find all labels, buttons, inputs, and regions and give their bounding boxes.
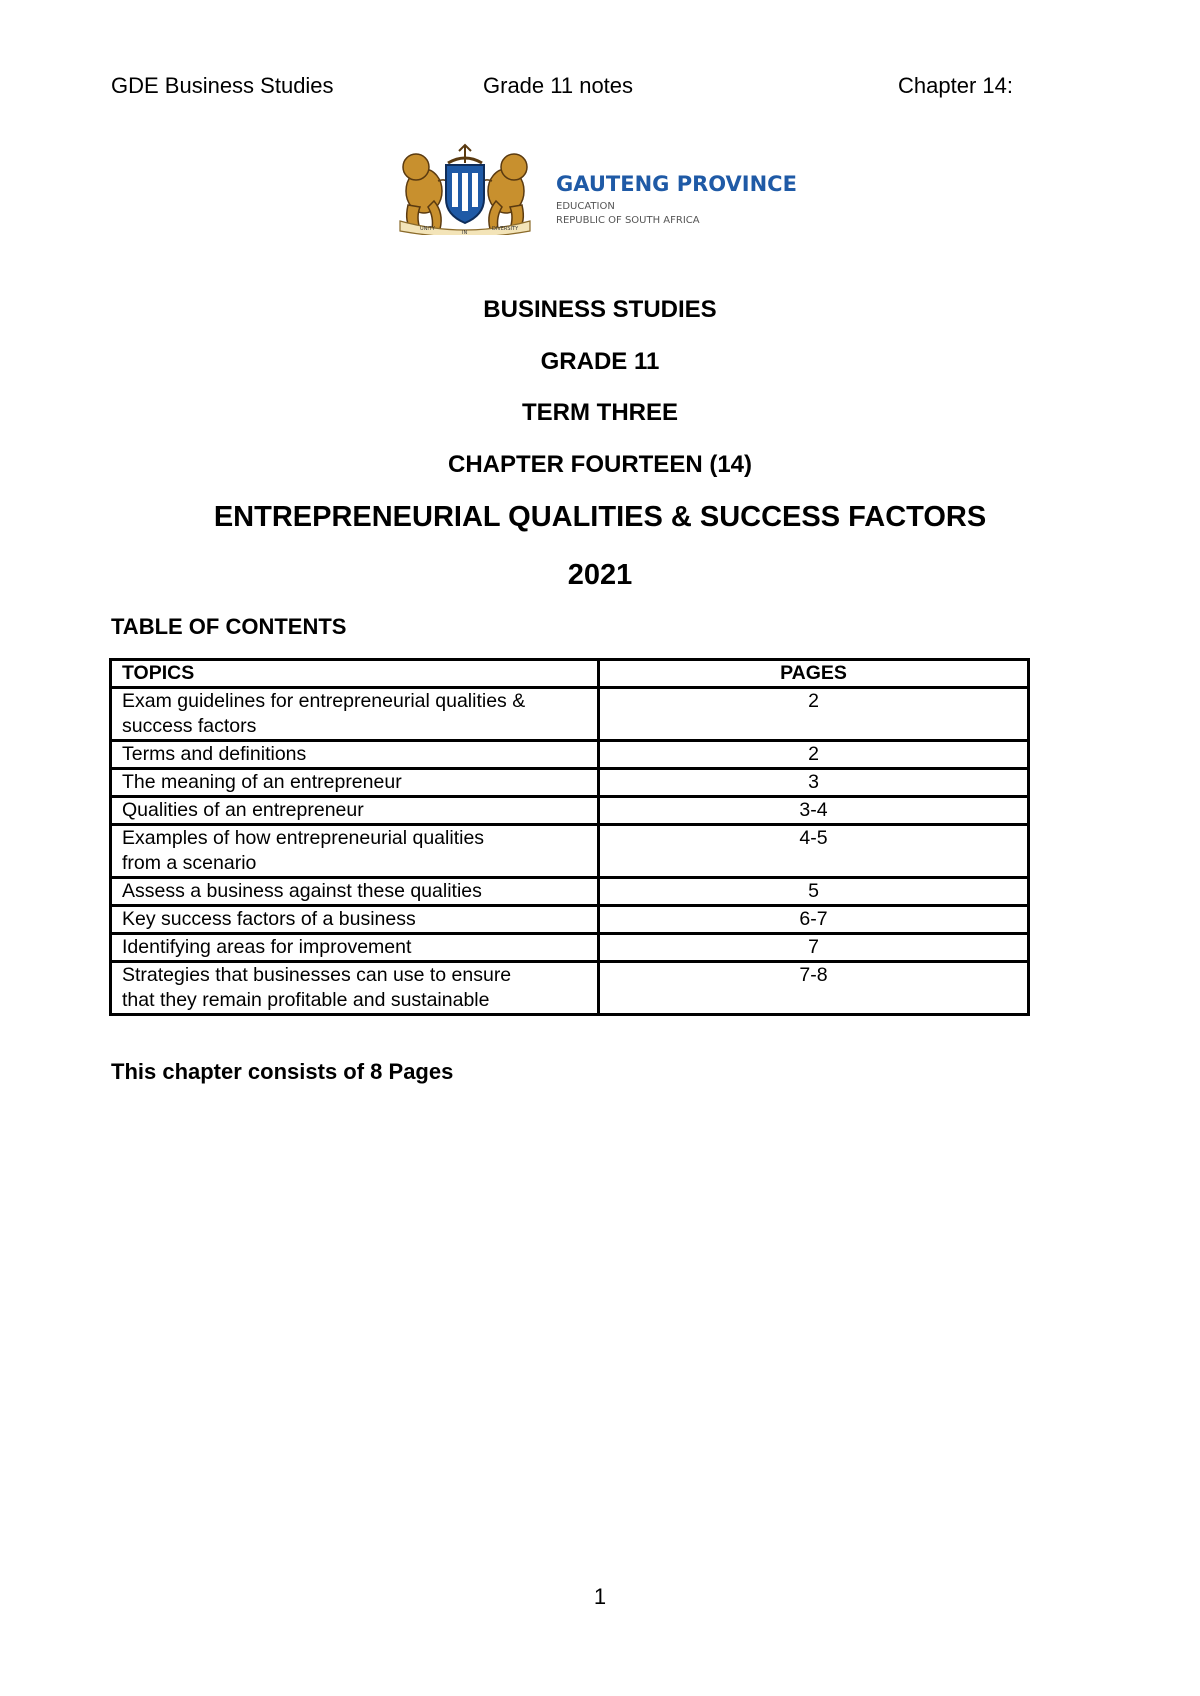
topic-cell: Terms and definitions <box>111 741 599 769</box>
chapter-title: CHAPTER FOURTEEN (14) <box>447 451 753 478</box>
pages-cell: 7 <box>599 934 1029 962</box>
table-row <box>111 688 1029 741</box>
logo-wordmark: GAUTENG PROVINCE <box>556 172 797 196</box>
chapter-heading: ENTREPRENEURIAL QUALITIES & SUCCESS FACTORS <box>213 501 987 533</box>
col-topics-header: TOPICS <box>111 660 599 688</box>
table-row <box>111 797 1029 825</box>
pages-cell: 6-7 <box>599 906 1029 934</box>
table-row <box>111 769 1029 797</box>
table-row <box>111 906 1029 934</box>
pages-cell: 2 <box>599 688 1029 741</box>
pages-cell: 3-4 <box>599 797 1029 825</box>
pages-cell: 7-8 <box>599 962 1029 1015</box>
table-header-row <box>111 660 1029 688</box>
pages-cell: 2 <box>599 741 1029 769</box>
topic-cell: Examples of how entrepreneurial qualities from a scenario <box>111 825 599 878</box>
header-left: GDE Business Studies <box>111 73 334 98</box>
toc-table <box>109 658 1030 1016</box>
logo-country: REPUBLIC OF SOUTH AFRICA <box>556 215 700 226</box>
grade-title: GRADE 11 <box>540 348 660 375</box>
topic-cell: Key success factors of a business <box>111 906 599 934</box>
page-number: 1 <box>593 1584 607 1609</box>
table-row <box>111 878 1029 906</box>
topic-cell: Strategies that businesses can use to ensure that they remain profitable and sustainable <box>111 962 599 1015</box>
term-title: TERM THREE <box>522 399 678 426</box>
table-row <box>111 741 1029 769</box>
topic-cell: Exam guidelines for entrepreneurial qualities & success factors <box>111 688 599 741</box>
pages-cell: 5 <box>599 878 1029 906</box>
topic-cell: Identifying areas for improvement <box>111 934 599 962</box>
coat-of-arms-icon <box>386 143 824 235</box>
table-row <box>111 962 1029 1015</box>
subject-title: BUSINESS STUDIES <box>483 296 717 323</box>
table-row <box>111 934 1029 962</box>
toc-heading: TABLE OF CONTENTS <box>111 614 347 639</box>
header-middle: Grade 11 notes <box>483 73 634 98</box>
gauteng-education-logo <box>386 143 824 235</box>
topic-cell: The meaning of an entrepreneur <box>111 769 599 797</box>
svg-text:UNITY: UNITY <box>420 226 435 232</box>
svg-text:DIVERSITY: DIVERSITY <box>492 226 519 232</box>
logo-education: EDUCATION <box>556 201 615 212</box>
topic-cell: Qualities of an entrepreneur <box>111 797 599 825</box>
header-right: Chapter 14: <box>898 73 1013 98</box>
table-row <box>111 825 1029 878</box>
col-pages-header: PAGES <box>599 660 1029 688</box>
svg-text:IN: IN <box>462 230 468 235</box>
year-title: 2021 <box>567 559 633 591</box>
pages-cell: 3 <box>599 769 1029 797</box>
pages-cell: 4-5 <box>599 825 1029 878</box>
topic-cell: Assess a business against these qualities <box>111 878 599 906</box>
page-count-note: This chapter consists of 8 Pages <box>111 1059 454 1084</box>
